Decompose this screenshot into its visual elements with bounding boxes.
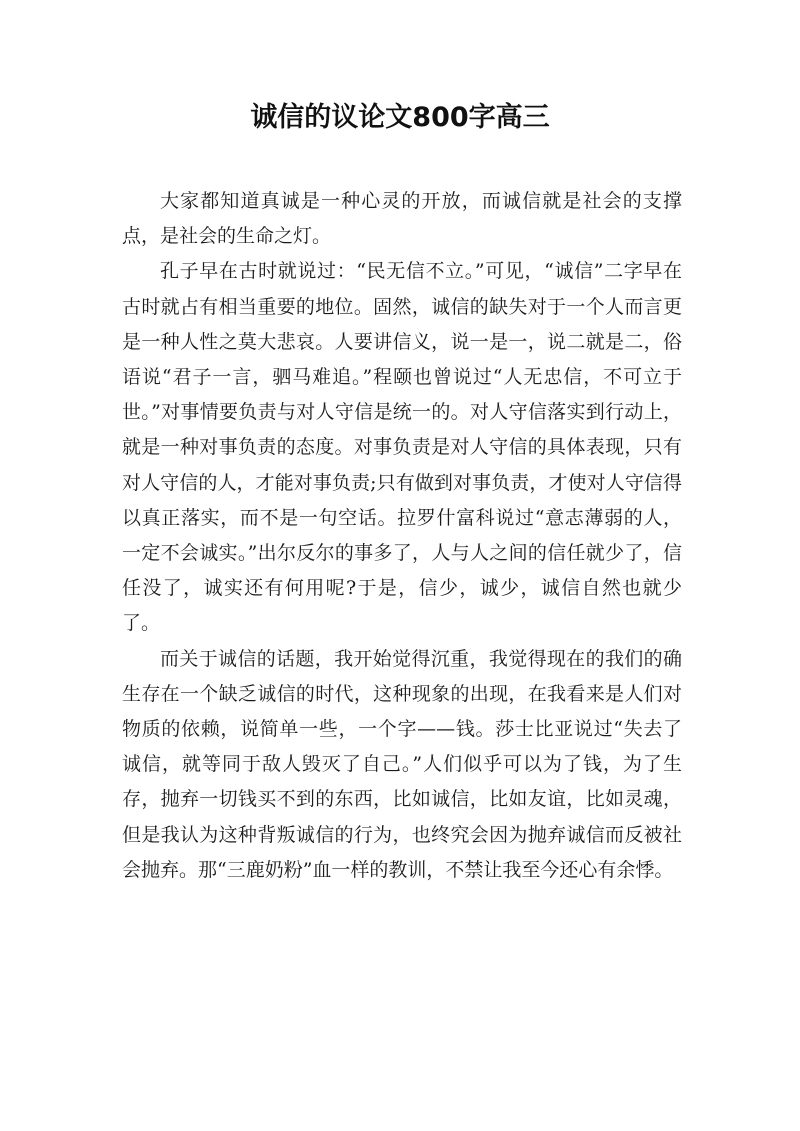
paragraph-1: 大家都知道真诚是一种心灵的开放，而诚信就是社会的支撑点，是社会的生命之灯。 <box>122 190 682 248</box>
document-body <box>122 184 682 888</box>
paragraph-3: 而关于诚信的话题，我开始觉得沉重，我觉得现在的我们的确生存在一个缺乏诚信的时代，这种现象的出现，在我看来是人们对物质的依赖，说简单一些，一个字——钱。莎士比亚说过“失去了诚信，就等同于敌人毁灭了自己。”人们似乎可以为了钱，为了生存，抛弃一切钱买不到的东西，比如诚信，比如友谊，比如灵魂，但是我认为这种背叛诚信的行为，也终究会因为抛弃诚信而反被社会抛弃。那“三鹿奶粉”血一样的教训，不禁让我至今还心有余悸。 <box>122 647 682 881</box>
paragraph-2: 孔子早在古时就说过：“民无信不立。”可见，“诚信”二字早在古时就占有相当重要的地位。固然，诚信的缺失对于一个人而言更是一种人性之莫大悲哀。人要讲信义，说一是一，说二就是二，俗语说“君子一言，驷马难追。”程颐也曾说过“人无忠信，不可立于世。”对事情要负责与对人守信是统一的。对人守信落实到行动上，就是一种对事负责的态度。对事负责是对人守信的具体表现，只有对人守信的人，才能对事负责;只有做到对事负责，才使对人守信得以真正落实，而不是一句空话。拉罗什富科说过“意志薄弱的人，一定不会诚实。”出尔反尔的事多了，人与人之间的信任就少了，信任没了，诚实还有何用呢?于是，信少，诚少，诚信自然也就少了。 <box>122 260 682 635</box>
document-title: 诚信的议论文800字高三 <box>250 102 550 133</box>
